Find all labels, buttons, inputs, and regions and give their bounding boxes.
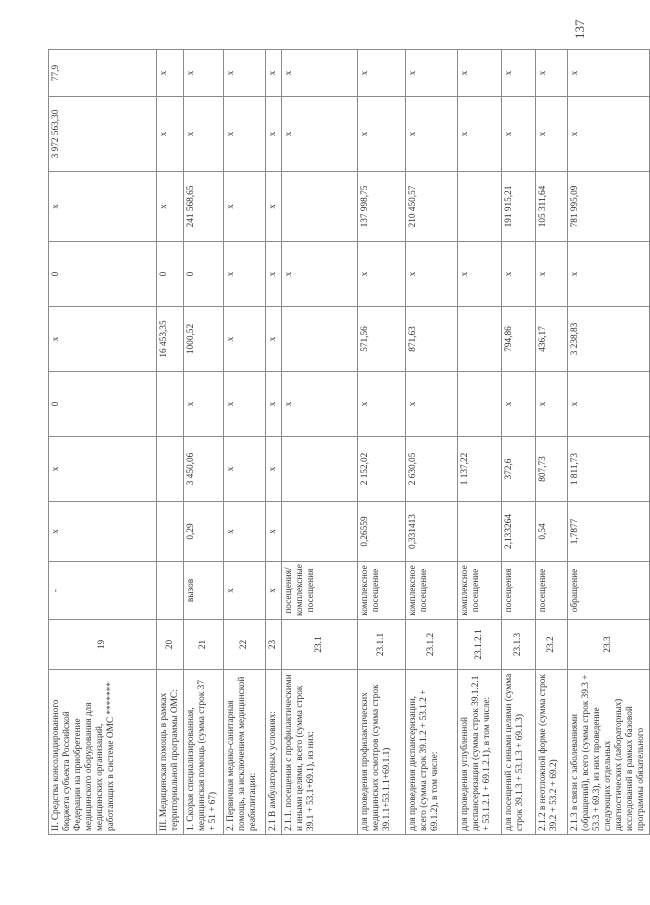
cell-c6 (282, 307, 358, 372)
cell-norm: x (224, 502, 266, 562)
cell-name: II. Средства консолидированного бюджета субъекта Российской Федерации на приобретение медицинского оборудования для медицинских организаций, работающих в системе ОМС ******* (49, 670, 157, 835)
cell-c5: 0 (49, 372, 157, 437)
cell-c6: 436,17 (536, 307, 568, 372)
table-row (184, 50, 224, 835)
cell-norm (282, 502, 358, 562)
cell-line: 23.1.2 (406, 620, 458, 670)
cell-cost: x (49, 437, 157, 502)
cell-cost: 1 811,73 (568, 437, 650, 502)
cell-c7: x (568, 242, 650, 307)
cell-c7: x (536, 242, 568, 307)
cell-unit: посещения (502, 562, 536, 620)
cell-name: 2.1.2 в неотложной форме (сумма строк 39.2 + 53.2 + 69.2) (536, 670, 568, 835)
table-row (406, 50, 458, 835)
cell-norm: 0,331413 (406, 502, 458, 562)
cell-cost: 2 630,05 (406, 437, 458, 502)
cell-c6 (458, 307, 502, 372)
cell-cost: x (266, 437, 282, 502)
table-row (157, 50, 184, 835)
cell-c7: x (502, 242, 536, 307)
cell-cost: 3 450,06 (184, 437, 224, 502)
cell-unit: обращение (568, 562, 650, 620)
cell-line: 19 (49, 620, 157, 670)
cell-line: 20 (157, 620, 184, 670)
cell-c8: x (224, 172, 266, 242)
cell-line: 22 (224, 620, 266, 670)
cell-name: 1. Скорая специализированная, медицинская помощь (сумма строк 37 + 51 + 67) (184, 670, 224, 835)
cell-name: 2. Первичная медико-санитарная помощь, за исключением медицинской реабилитации: (224, 670, 266, 835)
cell-c9: x (282, 97, 358, 172)
cell-cost: 807,73 (536, 437, 568, 502)
cell-c5: x (406, 372, 458, 437)
cell-c7: 0 (184, 242, 224, 307)
cell-c10: x (184, 50, 224, 97)
cell-c6: 1000,52 (184, 307, 224, 372)
cell-c6: 794,86 (502, 307, 536, 372)
cell-c5: x (536, 372, 568, 437)
cell-line: 23.1 (282, 620, 358, 670)
cell-c9: x (266, 97, 282, 172)
cell-c9: 3 972 563,30 (49, 97, 157, 172)
cell-c10: x (568, 50, 650, 97)
cell-c9: x (502, 97, 536, 172)
cell-c7: x (458, 242, 502, 307)
cell-c8: 241 568,65 (184, 172, 224, 242)
cell-line: 21 (184, 620, 224, 670)
cell-c7: x (224, 242, 266, 307)
table-row (49, 50, 157, 835)
cell-c5: x (224, 372, 266, 437)
cell-norm: 2,133264 (502, 502, 536, 562)
table-row (502, 50, 536, 835)
table-row (282, 50, 358, 835)
table-row (458, 50, 502, 835)
cell-cost (157, 437, 184, 502)
cell-c7: x (358, 242, 406, 307)
cell-c8 (282, 172, 358, 242)
cell-c6: 571,56 (358, 307, 406, 372)
cell-c7: 0 (157, 242, 184, 307)
cell-c5: x (358, 372, 406, 437)
cell-c8: x (157, 172, 184, 242)
cell-c6: 871,63 (406, 307, 458, 372)
cell-unit (157, 562, 184, 620)
cell-c9: x (184, 97, 224, 172)
cell-c8: 191 915,21 (502, 172, 536, 242)
cell-c5: x (502, 372, 536, 437)
cell-c10: x (536, 50, 568, 97)
table-row (568, 50, 650, 835)
cell-c6: 16 453,35 (157, 307, 184, 372)
cell-c5: x (568, 372, 650, 437)
cell-unit: комплексное посещение (458, 562, 502, 620)
cell-c10: x (282, 50, 358, 97)
cell-norm: 0,26559 (358, 502, 406, 562)
cell-c7: x (266, 242, 282, 307)
cell-c8: x (266, 172, 282, 242)
cell-c10: x (502, 50, 536, 97)
cell-c6: x (49, 307, 157, 372)
cell-unit: - (49, 562, 157, 620)
cell-line: 23.1.3 (502, 620, 536, 670)
cell-c8: 210 450,57 (406, 172, 458, 242)
table-row (224, 50, 266, 835)
cell-c8 (458, 172, 502, 242)
cell-unit: посещение (536, 562, 568, 620)
cell-unit: комплексное посещение (406, 562, 458, 620)
cell-cost: x (224, 437, 266, 502)
cell-c5: x (282, 372, 358, 437)
cell-unit: вызов (184, 562, 224, 620)
table-row (536, 50, 568, 835)
cell-c10: 77,9 (49, 50, 157, 97)
cell-cost: 372,6 (502, 437, 536, 502)
cell-c7: x (282, 242, 358, 307)
cell-unit: комплексное посещение (358, 562, 406, 620)
cell-line: 23 (266, 620, 282, 670)
cell-unit: посещения/ комплексные посещения (282, 562, 358, 620)
cell-c6: x (224, 307, 266, 372)
cell-c6: x (266, 307, 282, 372)
cell-norm: 1,7877 (568, 502, 650, 562)
cell-c10: x (406, 50, 458, 97)
cell-c5: x (184, 372, 224, 437)
cell-c9: x (157, 97, 184, 172)
cell-c10: x (157, 50, 184, 97)
cell-c7: x (406, 242, 458, 307)
cell-c8: 781 995,09 (568, 172, 650, 242)
cell-name: 2.1.1. посещения с профилактическими и иными целями, всего (сумма строк 39.1 + 53.1+69.1), из них: (282, 670, 358, 835)
cell-c10: x (224, 50, 266, 97)
page-number: 137 (572, 19, 587, 39)
cell-c5 (157, 372, 184, 437)
cell-c9: x (458, 97, 502, 172)
cell-c6: 3 238,83 (568, 307, 650, 372)
cell-norm: 0,29 (184, 502, 224, 562)
finance-table (48, 49, 650, 835)
cell-cost (282, 437, 358, 502)
cell-c5 (458, 372, 502, 437)
cell-c10: x (266, 50, 282, 97)
cell-norm (458, 502, 502, 562)
cell-c7: 0 (49, 242, 157, 307)
cell-unit: x (266, 562, 282, 620)
cell-norm: x (49, 502, 157, 562)
cell-line: 23.2 (536, 620, 568, 670)
cell-c10: x (458, 50, 502, 97)
cell-name: для посещений с иными целями (сумма строк 39.1.3 + 53.1.3 + 69.1.3) (502, 670, 536, 835)
cell-cost: 2 152,02 (358, 437, 406, 502)
cell-c9: x (358, 97, 406, 172)
cell-line: 23.1.1 (358, 620, 406, 670)
cell-name: 2.1 В амбулаторных условиях: (266, 670, 282, 835)
cell-c8: 105 311,64 (536, 172, 568, 242)
cell-unit: x (224, 562, 266, 620)
table-row (266, 50, 282, 835)
cell-c9: x (568, 97, 650, 172)
cell-c8: 137 998,75 (358, 172, 406, 242)
cell-norm (157, 502, 184, 562)
cell-line: 23.1.2.1 (458, 620, 502, 670)
cell-name: для проведения профилактических медицинских осмотров (сумма строк 39.1.1+53.1.1+69.1.1) (358, 670, 406, 835)
cell-line: 23.3 (568, 620, 650, 670)
cell-name: для проведения диспансеризации, всего (сумма строк 39.1.2 + 53.1.2 + 69.1.2), в том числе: (406, 670, 458, 835)
cell-norm: 0,54 (536, 502, 568, 562)
cell-c9: x (536, 97, 568, 172)
cell-c8: x (49, 172, 157, 242)
cell-name: 2.1.3 в связи с заболеваниями (обращений), всего (сумма строк 39.3 + 53.3 + 69.3), из них проведение следующих отдельных диагностических (лабораторных) исследований в рамках базовой программы обязательного (568, 670, 650, 835)
cell-name: для проведения углубленной диспансеризации (сумма строк 39.1.2.1 + 53.1.2.1 + 69.1.2.1), в том числе: (458, 670, 502, 835)
cell-c10: x (358, 50, 406, 97)
cell-name: III. Медицинская помощь в рамках территориальной программы ОМС: (157, 670, 184, 835)
cell-cost: 1 137,22 (458, 437, 502, 502)
cell-c9: x (224, 97, 266, 172)
cell-c5: x (266, 372, 282, 437)
cell-c9: x (406, 97, 458, 172)
table-row (358, 50, 406, 835)
cell-norm: x (266, 502, 282, 562)
